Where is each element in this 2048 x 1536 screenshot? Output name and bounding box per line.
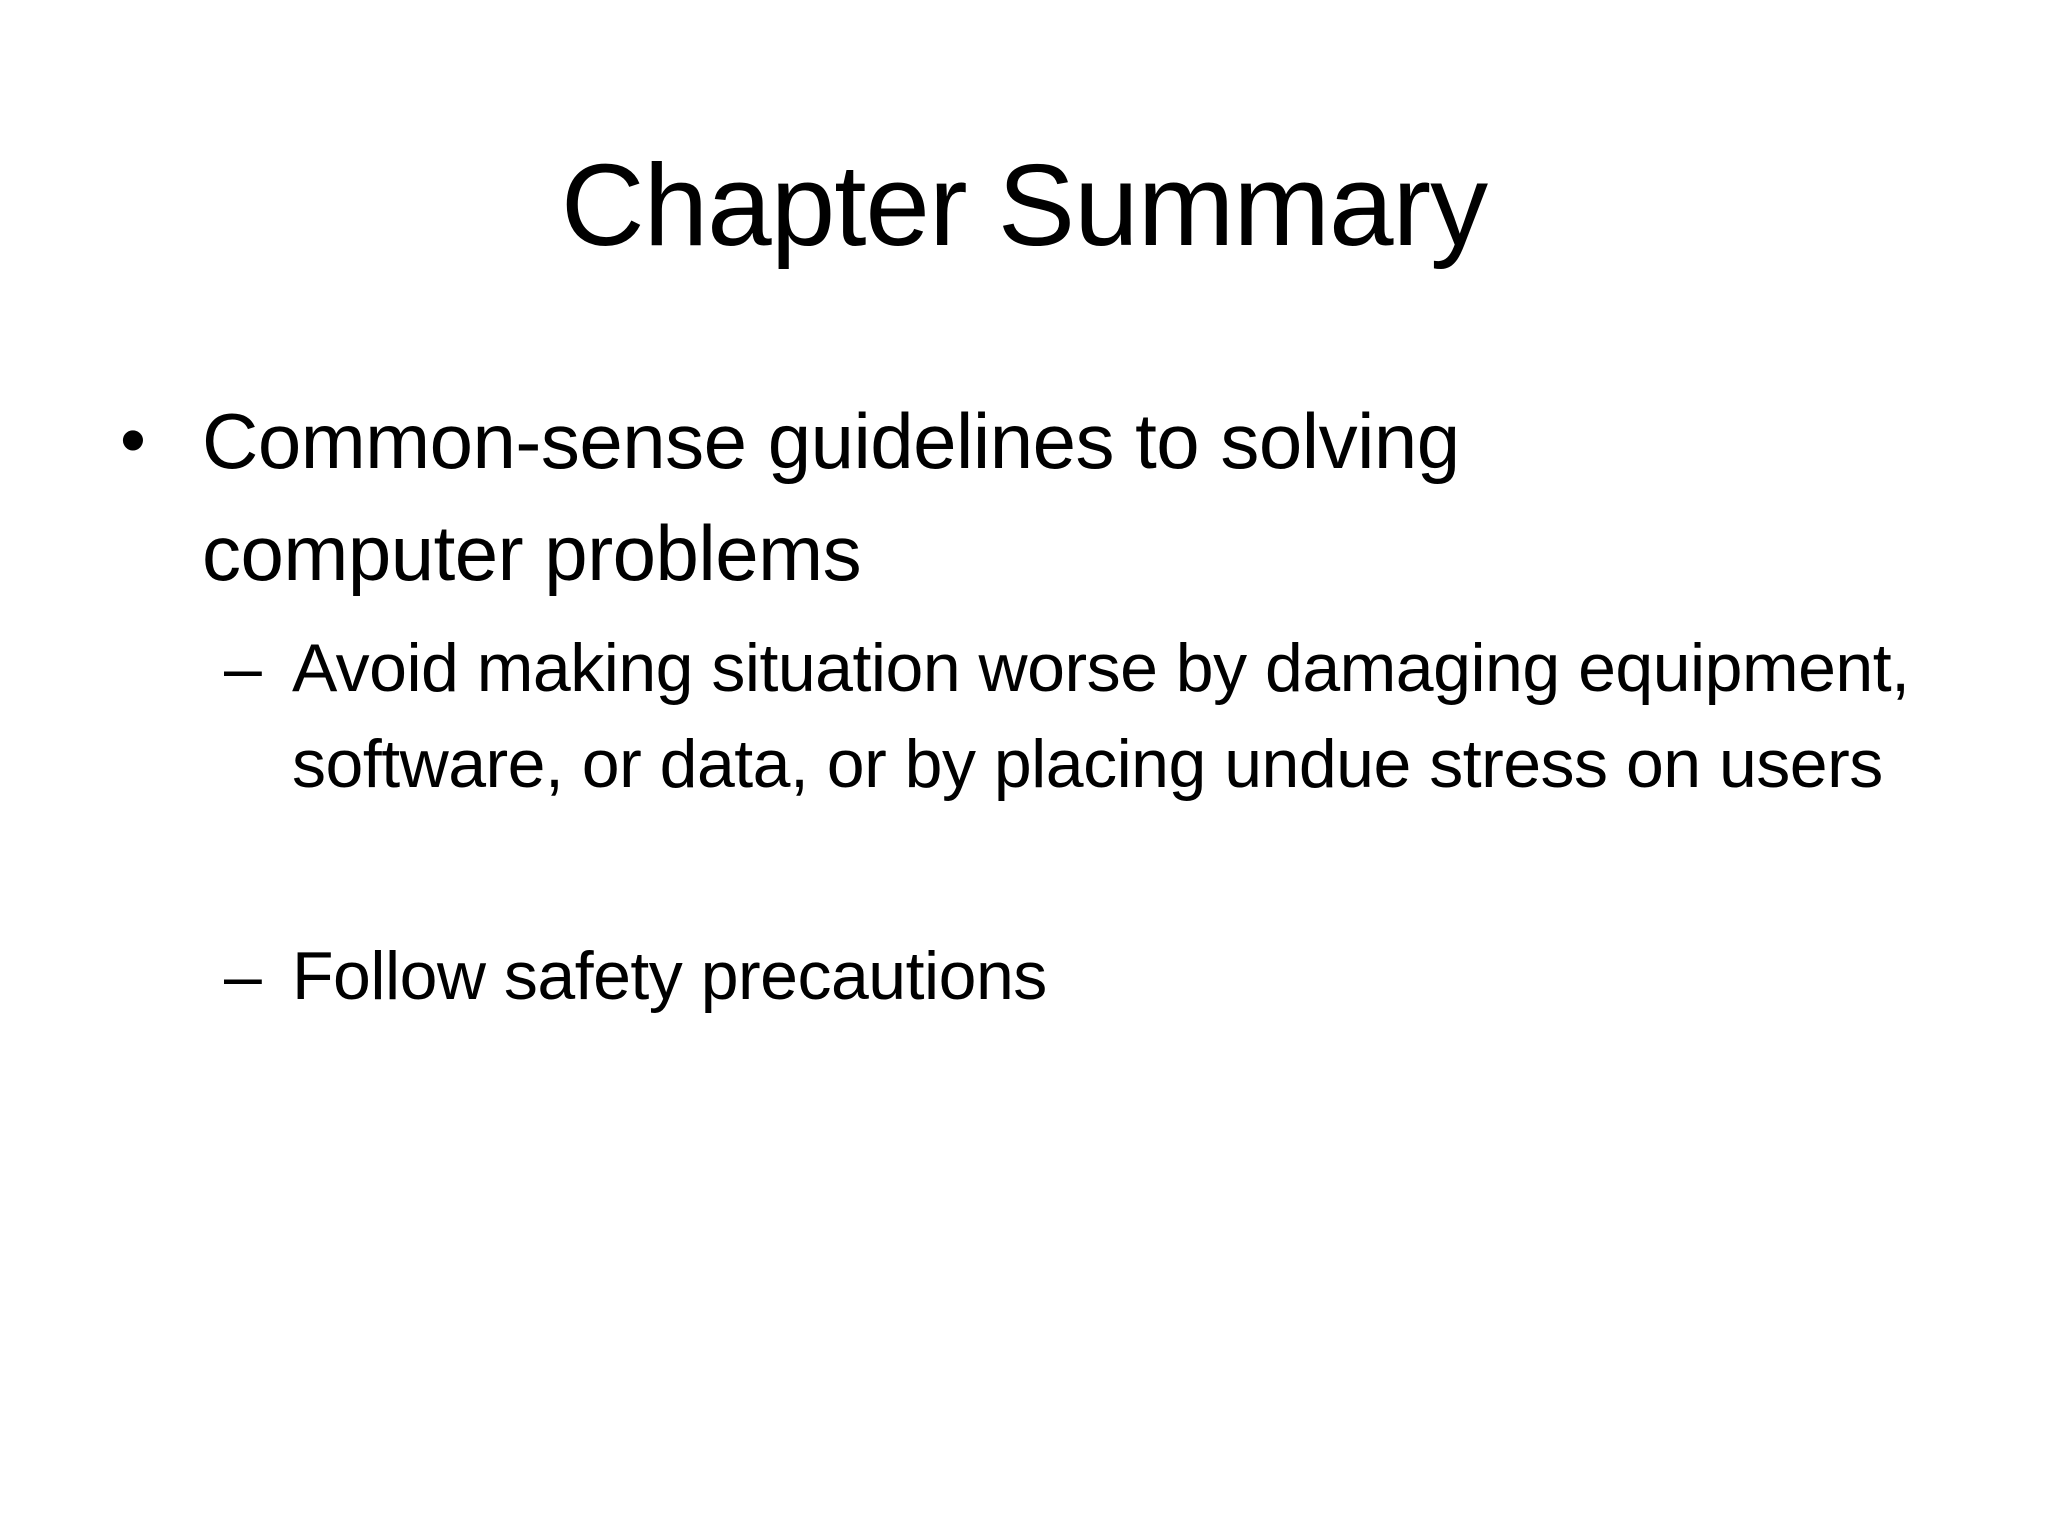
sub-bullet-text: Follow safety precautions (292, 938, 1047, 1014)
bullet-text: Common-sense guidelines to solving computer problems (202, 397, 1460, 597)
bullet-marker: • (120, 398, 146, 481)
sub-bullet-marker: – (224, 938, 262, 1014)
sub-bullet-text: Avoid making situation worse by damaging equipment, software, or data, or by placing undue stress on users (292, 630, 1910, 802)
slide-title: Chapter Summary (560, 140, 1488, 270)
sub-bullet-marker: – (224, 630, 262, 706)
